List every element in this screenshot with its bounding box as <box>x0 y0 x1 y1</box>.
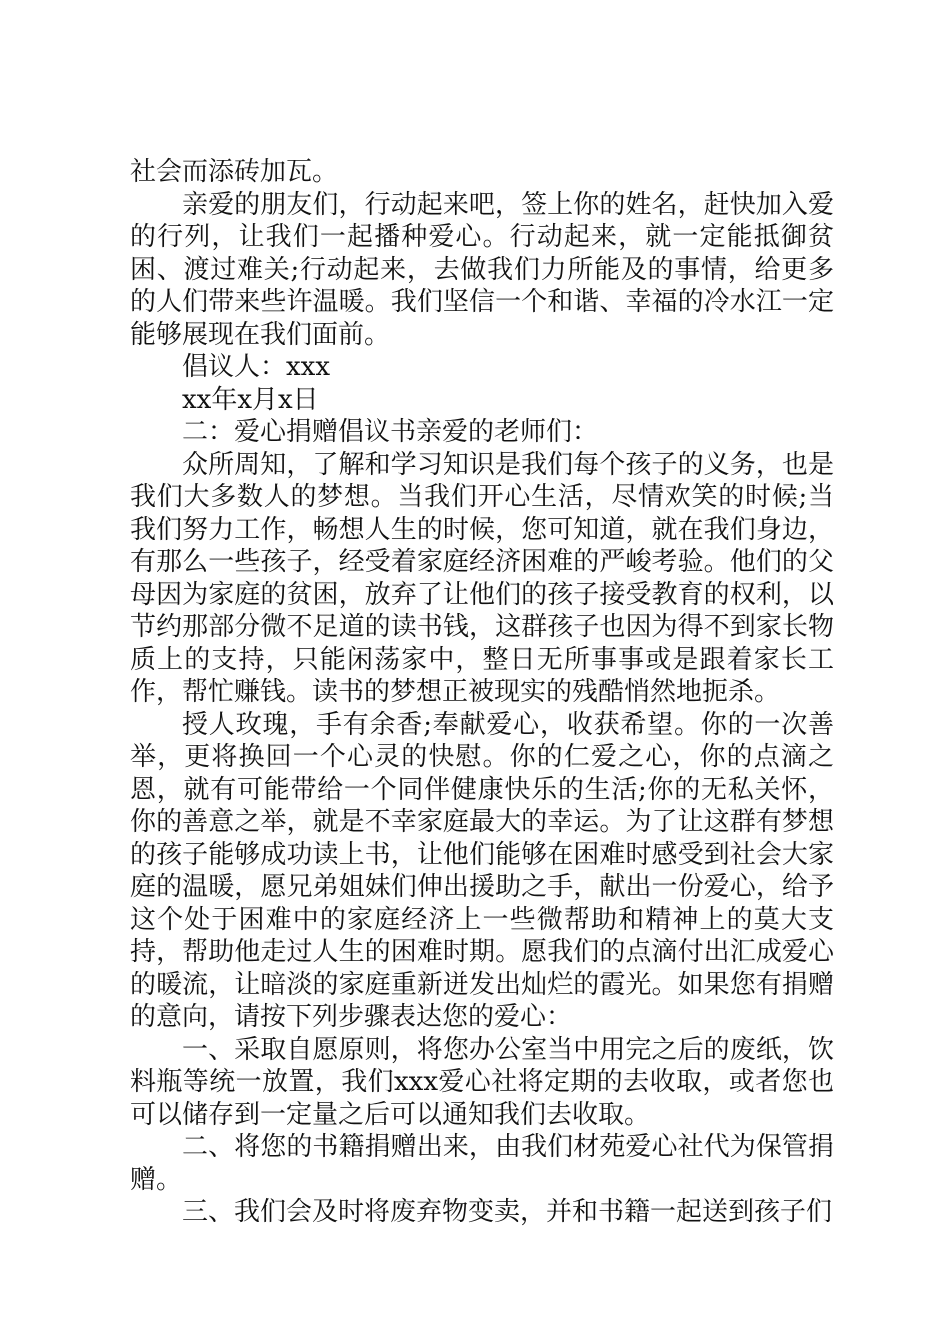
section-heading: 二：爱心捐赠倡议书亲爱的老师们： <box>182 417 599 447</box>
paragraph-appeal: 授人玫瑰，手有余香;奉献爱心，收获希望。你的一次善举，更将换回一个心灵的快慰。你的仁爱之心，你的点滴之恩，就有可能带给一个同伴健康快乐的生活;你的无私关怀，你的善意之举，就是不幸家庭最大的幸运。为了让这群有梦想的孩子能够成功读上书，让他们能够在困难时感受到社会大家庭的温暖，愿兄弟姐妹们伸出援助之手，献出一份爱心，给予这个处于困难中的家庭经济上一些微帮助和精神上的莫大支持，帮助他走过人生的困难时期。愿我们的点滴付出汇成爱心的暖流，让暗淡的家庭重新迸发出灿烂的霞光。如果您有捐赠的意向，请按下列步骤表达您的爱心： <box>130 709 834 1032</box>
step-two: 二、将您的书籍捐赠出来，由我们材苑爱心社代为保管捐赠。 <box>130 1132 834 1195</box>
paragraph-continuation: 社会而添砖加瓦。 <box>130 157 339 187</box>
document-body <box>130 156 834 1229</box>
step-one: 一、采取自愿原则，将您办公室当中用完之后的废纸，饮料瓶等统一放置，我们xxx爱心社将定期的去收取，或者您也可以储存到一定量之后可以通知我们去收取。 <box>130 1034 834 1130</box>
step-three: 三、我们会及时将废弃物变卖，并和书籍一起送到孩子们 <box>182 1197 833 1227</box>
date-line: xx年x月x日 <box>182 384 319 415</box>
initiator-line: 倡议人：xxx <box>182 352 330 382</box>
paragraph-intro: 众所周知，了解和学习知识是我们每个孩子的义务，也是我们大多数人的梦想。当我们开心生活，尽情欢笑的时候;当我们努力工作，畅想人生的时候，您可知道，就在我们身边，有那么一些孩子，经受着家庭经济困难的严峻考验。他们的父母因为家庭的贫困，放弃了让他们的孩子接受教育的权利，以节约那部分微不足道的读书钱，这群孩子也因为得不到家长物质上的支持，只能闲荡家中，整日无所事事或是跟着家长工作，帮忙赚钱。读书的梦想正被现实的残酷悄然地扼杀。 <box>130 449 834 707</box>
paragraph-call-to-action: 亲爱的朋友们，行动起来吧，签上你的姓名，赶快加入爱的行列，让我们一起播种爱心。行动起来，就一定能抵御贫困、渡过难关;行动起来，去做我们力所能及的事情，给更多的人们带来些许温暖。我们坚信一个和谐、幸福的冷水江一定能够展现在我们面前。 <box>130 189 834 350</box>
